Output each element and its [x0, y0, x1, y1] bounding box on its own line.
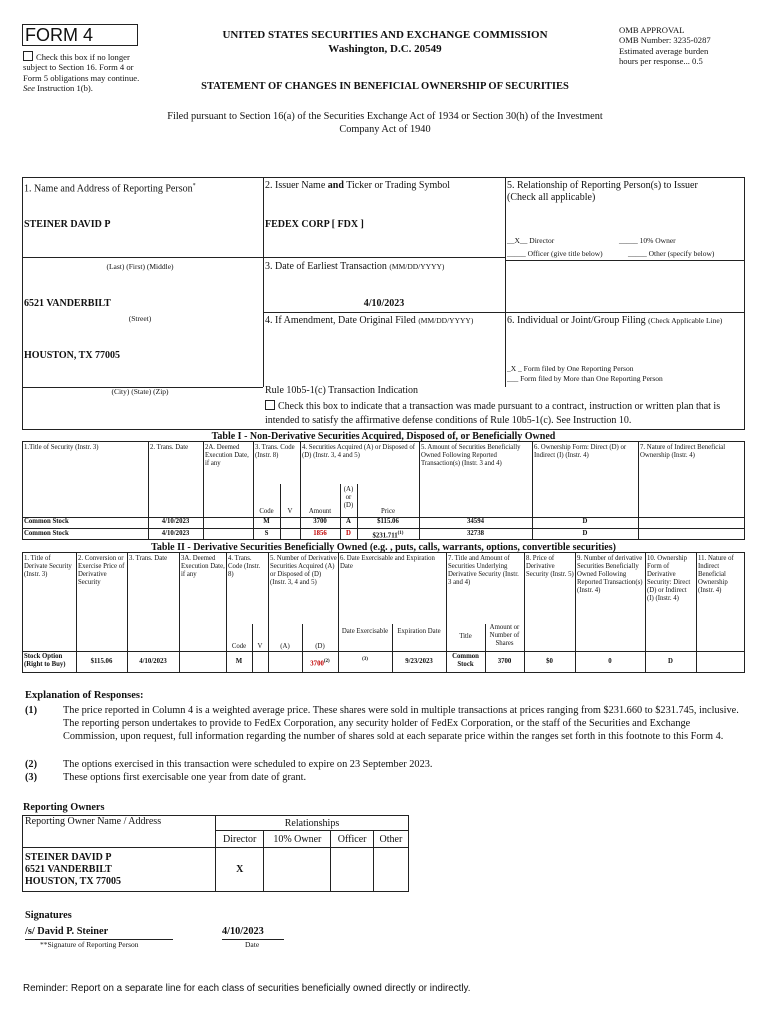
- filing-one-person[interactable]: _X _ Form filed by One Reporting Person: [507, 364, 634, 373]
- t1-sub-code: Code: [259, 508, 274, 515]
- owners-col-10pct: 10% Owner: [264, 831, 331, 848]
- t1-sub-price: Price: [381, 508, 395, 515]
- street-hint: (Street): [128, 314, 152, 323]
- t2-h-date: 3. Trans. Date: [129, 555, 168, 562]
- t2-r1-d: 3700$^{(2)}$: [310, 659, 330, 668]
- t2-h-price: 8. Price of Derivative Security (Instr. 5): [526, 555, 574, 578]
- t2-r1-price: $115.06: [90, 658, 113, 665]
- t1-r1-title: Common Stock: [24, 518, 69, 525]
- t1-r2-form: D: [582, 530, 588, 537]
- explanation-title: Explanation of Responses:: [25, 690, 144, 701]
- issuer-name[interactable]: FEDEX CORP [ FDX ]: [265, 219, 364, 230]
- t2-r1-form: D: [668, 658, 673, 665]
- signature-label: **Signature of Reporting Person: [40, 940, 139, 949]
- reporting-person-label: 1. Name and Address of Reporting Person*: [24, 183, 196, 195]
- t2-r1-date: 4/10/2023: [139, 658, 167, 665]
- t2-h-underlying: 7. Title and Amount of Securities Underlying Derivative Security (Instr. 3 and 4): [448, 555, 519, 586]
- filed-pursuant: Filed pursuant to Section 16(a) of the Securities Exchange Act of 1934 or Section 30(h) of the Investment Company Act of 1940: [167, 111, 603, 135]
- t2-h-number: 5. Number of Derivative Securities Acquired (A) or Disposed of (D) (Instr. 3, 4 and 5): [270, 555, 337, 586]
- owners-col-director: Director: [216, 831, 264, 848]
- owners-row-director: X: [216, 848, 264, 892]
- t1-r2-ad: D: [346, 530, 351, 537]
- reporting-person-street[interactable]: 6521 VANDERBILT: [24, 298, 111, 309]
- t1-r1-price: $115.06: [377, 518, 399, 525]
- t1-r2-price: $231.711$^{(1)}$: [372, 531, 404, 540]
- t1-h-date: 2. Trans. Date: [150, 444, 189, 451]
- reminder-text: Reminder: Report on a separate line for each class of securities beneficially owned directly or indirectly.: [23, 983, 471, 994]
- reporting-owners-table: [22, 815, 409, 892]
- table2-title: Table II - Derivative Securities Beneficially Owned (e.g. , puts, calls, warrants, options, convertible securities): [151, 542, 616, 553]
- filing-type-label: 6. Individual or Joint/Group Filing (Check Applicable Line): [507, 315, 723, 326]
- rule-10b5-checkbox[interactable]: [265, 400, 275, 410]
- t1-r2-owned: 32738: [467, 530, 484, 537]
- t2-sub-amount: Amount or Number of Shares: [489, 624, 520, 647]
- t1-h-ownership: 6. Ownership Form: Direct (D) or Indirect (I) (Instr. 4): [534, 444, 627, 459]
- earliest-transaction-label: 3. Date of Earliest Transaction (MM/DD/YYYY): [265, 261, 445, 272]
- no-longer-subject-checkbox[interactable]: [23, 51, 33, 61]
- owners-row: STEINER DAVID P 6521 VANDERBILT HOUSTON, TX 77005 X: [23, 848, 409, 892]
- t1-h-code: 3. Trans. Code (Instr. 8): [255, 444, 295, 459]
- t2-sub-exercisable: Date Exercisable: [341, 628, 389, 635]
- t1-sub-amount: Amount: [308, 508, 332, 515]
- t1-r2-title: Common Stock: [24, 530, 69, 537]
- explanation-item-1: (1) The price reported in Column 4 is a weighted average price. These shares were sold in multiple transactions at prices ranging from $231.660 to $231.745, inclusive. The reporting person undertakes to provide to FedEx Corporation, any security holder of FedEx Corporation, or the staff of the Securities and Exchange Commission, upon request, full information regarding the number of shares sold at each separate price within the ranges set forth in this footnote to this Form 4.: [25, 705, 739, 742]
- reporting-person-city[interactable]: HOUSTON, TX 77005: [24, 350, 121, 361]
- relationship-director[interactable]: __X__ Director: [507, 236, 555, 245]
- relationship-10pct-owner[interactable]: _____ 10% Owner: [619, 236, 676, 245]
- reporting-person-name[interactable]: STEINER DAVID P: [24, 219, 111, 230]
- footnote-1-ref[interactable]: (1): [397, 531, 404, 536]
- owners-col-name: Reporting Owner Name / Address: [23, 816, 216, 848]
- t2-r1-underlying-amount: 3700: [497, 658, 512, 665]
- relationship-officer[interactable]: _____ Officer (give title below): [507, 249, 603, 258]
- agency-address: Washington, D.C. 20549: [328, 43, 442, 55]
- t2-sub-title: Title: [459, 633, 472, 640]
- owners-col-other: Other: [373, 831, 408, 848]
- footnote-3-ref[interactable]: (3): [362, 657, 368, 662]
- t1-h-nature: 7. Nature of Indirect Beneficial Ownership (Instr. 4): [640, 444, 726, 459]
- rule-10b5-title: Rule 10b5-1(c) Transaction Indication: [265, 385, 419, 396]
- amendment-label: 4. If Amendment, Date Original Filed (MM/DD/YYYY): [265, 315, 474, 326]
- t1-h-acquired: 4. Securities Acquired (A) or Disposed of (D) (Instr. 3, 4 and 5): [302, 444, 416, 459]
- t2-sub-d: (D): [315, 643, 325, 650]
- t1-h-deemed: 2A. Deemed Execution Date, if any: [205, 444, 249, 467]
- t1-sub-v: V: [287, 508, 293, 515]
- reporting-owners-title: Reporting Owners: [23, 802, 105, 813]
- t2-h-owned: 9. Number of derivative Securities Beneficially Owned Following Reported Transaction(s) (Instr. 4): [577, 555, 643, 594]
- t1-r1-ad: A: [346, 518, 351, 525]
- t2-r1-deriv-price: $0: [546, 658, 553, 665]
- t2-sub-expiration: Expiration Date: [397, 628, 441, 635]
- statement-title: STATEMENT OF CHANGES IN BENEFICIAL OWNERSHIP OF SECURITIES: [201, 81, 569, 92]
- t2-h-deemed: 3A. Deemed Execution Date, if any: [181, 555, 225, 578]
- city-hint: (City) (State) (Zip): [111, 387, 169, 396]
- t2-h-title: 1. Title of Derivate Security (Instr. 3): [24, 555, 72, 578]
- t2-sub-code: Code: [231, 643, 247, 650]
- rule-10b5-text: Check this box to indicate that a transaction was made pursuant to a contract, instruction or written plan that is intended to satisfy the affirmative defense conditions of Rule 10b5-1(c). See Instruction 10.: [265, 401, 721, 426]
- t2-r1-underlying-title: Common Stock: [452, 653, 479, 668]
- t2-r1-title: Stock Option (Right to Buy): [24, 653, 66, 668]
- earliest-transaction-date[interactable]: 4/10/2023: [363, 298, 405, 309]
- owners-col-officer: Officer: [331, 831, 374, 848]
- t2-sub-a: (A): [280, 643, 290, 650]
- t2-sub-v: V: [257, 643, 263, 650]
- t1-r1-code: M: [263, 518, 270, 525]
- t1-h-title: 1.Title of Security (Instr. 3): [24, 444, 99, 451]
- t1-r2-date: 4/10/2023: [161, 530, 190, 537]
- relationship-label: 5. Relationship of Reporting Person(s) to Issuer (Check all applicable): [507, 180, 698, 203]
- t1-r2-code: S: [264, 530, 269, 537]
- agency-name: UNITED STATES SECURITIES AND EXCHANGE COMMISSION: [222, 29, 548, 41]
- t2-h-ownership: 10. Ownership Form of Derivative Security: Direct (D) or Indirect (I) (Instr. 4): [647, 555, 691, 602]
- filing-multiple-persons[interactable]: ___ Form filed by More than One Reporting Person: [507, 374, 663, 383]
- t1-sub-aord: (A) or (D): [343, 486, 354, 509]
- date-label: Date: [245, 940, 260, 949]
- relationship-other[interactable]: _____ Other (specify below): [628, 249, 715, 258]
- t1-r1-form: D: [582, 518, 588, 525]
- t2-r1-exercisable: [338, 656, 392, 666]
- table1-title: Table I - Non-Derivative Securities Acquired, Disposed of, or Beneficially Owned: [211, 431, 556, 442]
- explanation-item-2: (2) The options exercised in this transaction were scheduled to expire on 23 September 2023.: [25, 759, 433, 770]
- name-hint: (Last) (First) (Middle): [106, 262, 174, 271]
- t2-h-nature: 11. Nature of Indirect Beneficial Ownership (Instr. 4): [698, 555, 734, 594]
- t2-h-code: 4. Trans. Code (Instr. 8): [228, 555, 261, 578]
- signature-date[interactable]: 4/10/2023: [222, 926, 264, 937]
- signatures-title: Signatures: [25, 910, 72, 921]
- t2-h-conversion: 2. Conversion or Exercise Price of Derivative Security: [78, 555, 125, 586]
- t1-r1-date: 4/10/2023: [161, 518, 190, 525]
- issuer-label: 2. Issuer Name and Ticker or Trading Symbol: [265, 180, 451, 191]
- omb-approval: OMB APPROVAL OMB Number: 3235-0287 Estimated average burden hours per response... 0.5: [619, 25, 711, 67]
- form-title: FORM 4: [25, 25, 94, 45]
- t2-h-exercisable: 6. Date Exercisable and Expiration Date: [340, 555, 435, 570]
- t2-r1-owned: 0: [608, 658, 612, 665]
- owners-col-relationships: Relationships: [216, 816, 409, 831]
- signature-value[interactable]: /s/ David P. Steiner: [25, 926, 109, 937]
- t1-r2-amount: 1856: [313, 530, 327, 537]
- t2-r1-code: M: [235, 658, 243, 665]
- explanation-item-3: (3) These options first exercisable one year from date of grant.: [25, 772, 307, 783]
- t2-r1-expiration: 9/23/2023: [405, 658, 433, 665]
- no-longer-subject-checkbox-label: Check this box if no longer subject to Section 16. Form 4 or Form 5 obligations may continue. See Instruction 1(b).: [23, 52, 140, 94]
- footnote-2-ref[interactable]: (2): [323, 659, 330, 664]
- t1-r1-owned: 34594: [467, 518, 484, 525]
- t1-r1-amount: 3700: [313, 518, 327, 525]
- t1-h-owned: 5. Amount of Securities Beneficially Owned Following Reported Transaction(s) (Instr. 3 and 4): [421, 444, 521, 467]
